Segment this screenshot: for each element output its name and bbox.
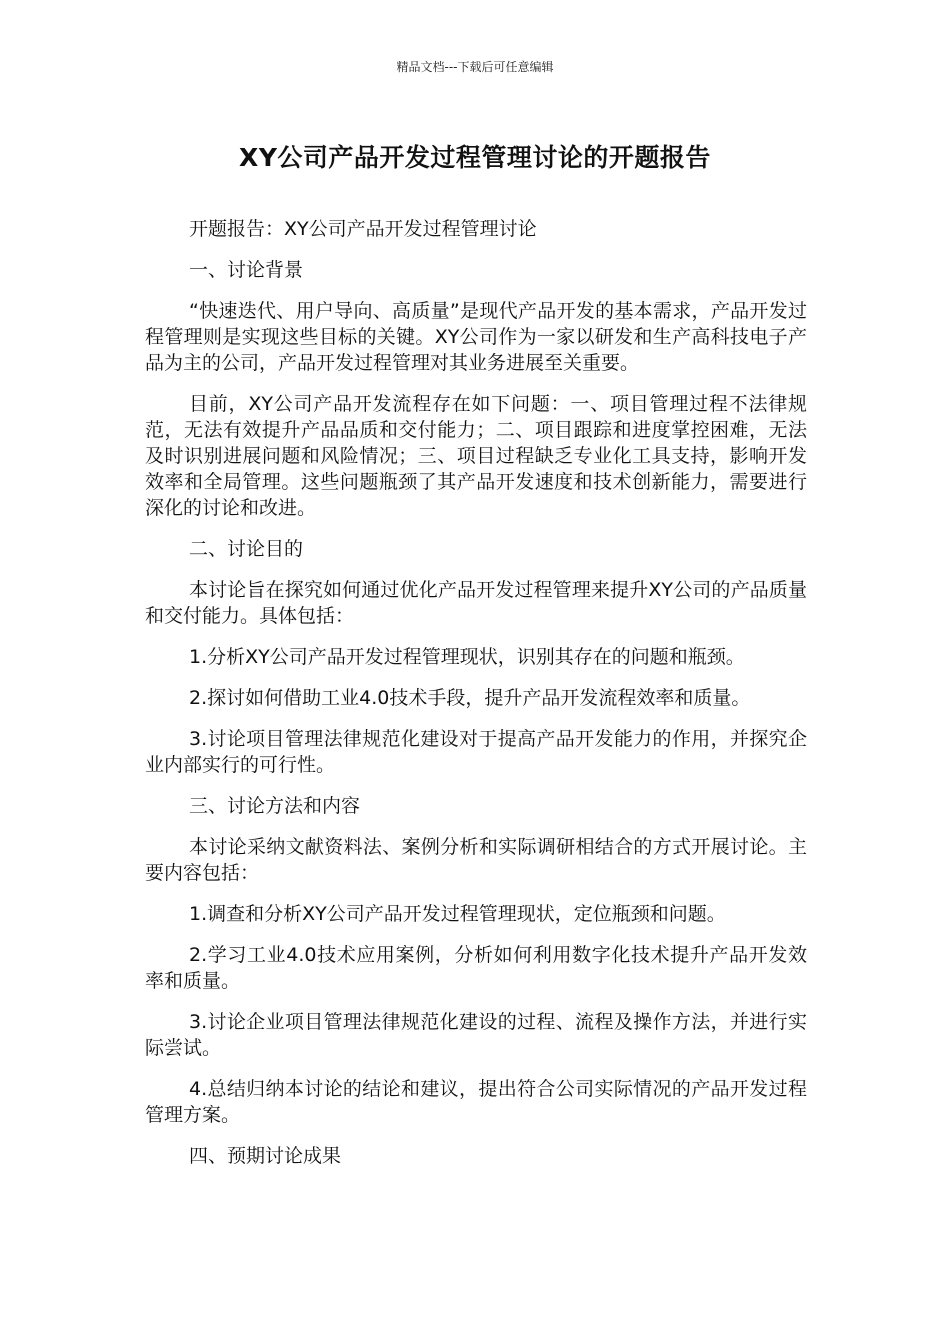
list-item-methods-3: 3.讨论企业项目管理法律规范化建设的过程、流程及操作方法，并进行实际尝试。 — [145, 1011, 807, 1059]
section-heading-background: 一、讨论背景 — [189, 259, 304, 281]
paragraph-background-1: “快速迭代、用户导向、高质量”是现代产品开发的基本需求，产品开发过程管理则是实现这些目标的关键。XY公司作为一家以研发和生产高科技电子产品为主的公司，产品开发过程管理对其业务进展至关重要。 — [145, 300, 807, 374]
section-heading-methods: 三、讨论方法和内容 — [189, 795, 361, 817]
list-item-methods-2: 2.学习工业4.0技术应用案例，分析如何利用数字化技术提升产品开发效率和质量。 — [145, 944, 807, 992]
section-heading-expected-results: 四、预期讨论成果 — [189, 1145, 342, 1167]
list-item-methods-1: 1.调查和分析XY公司产品开发过程管理现状，定位瓶颈和问题。 — [189, 903, 726, 925]
section-heading-purpose: 二、讨论目的 — [189, 538, 304, 560]
document-body — [145, 216, 807, 1184]
document-title: XY公司产品开发过程管理讨论的开题报告 — [239, 143, 711, 172]
list-item-methods-4: 4.总结归纳本讨论的结论和建议，提出符合公司实际情况的产品开发过程管理方案。 — [145, 1078, 807, 1126]
header-note: 精品文档---下载后可任意编辑 — [396, 60, 554, 74]
list-item-purpose-3: 3.讨论项目管理法律规范化建设对于提高产品开发能力的作用，并探究企业内部实行的可行性。 — [145, 728, 807, 776]
list-item-purpose-2: 2.探讨如何借助工业4.0技术手段，提升产品开发流程效率和质量。 — [189, 687, 751, 709]
list-item-purpose-1: 1.分析XY公司产品开发过程管理现状，识别其存在的问题和瓶颈。 — [189, 646, 745, 668]
paragraph-purpose: 本讨论旨在探究如何通过优化产品开发过程管理来提升XY公司的产品质量和交付能力。具体包括： — [145, 579, 807, 627]
paragraph-report-subject: 开题报告：XY公司产品开发过程管理讨论 — [189, 218, 537, 240]
paragraph-background-2: 目前，XY公司产品开发流程存在如下问题：一、项目管理过程不法律规范，无法有效提升产品品质和交付能力；二、项目跟踪和进度掌控困难，无法及时识别进展问题和风险情况；三、项目过程缺乏专业化工具支持，影响开发效率和全局管理。这些问题瓶颈了其产品开发速度和技术创新能力，需要进行深化的讨论和改进。 — [145, 393, 807, 519]
paragraph-methods: 本讨论采纳文献资料法、案例分析和实际调研相结合的方式开展讨论。主要内容包括： — [145, 836, 807, 884]
